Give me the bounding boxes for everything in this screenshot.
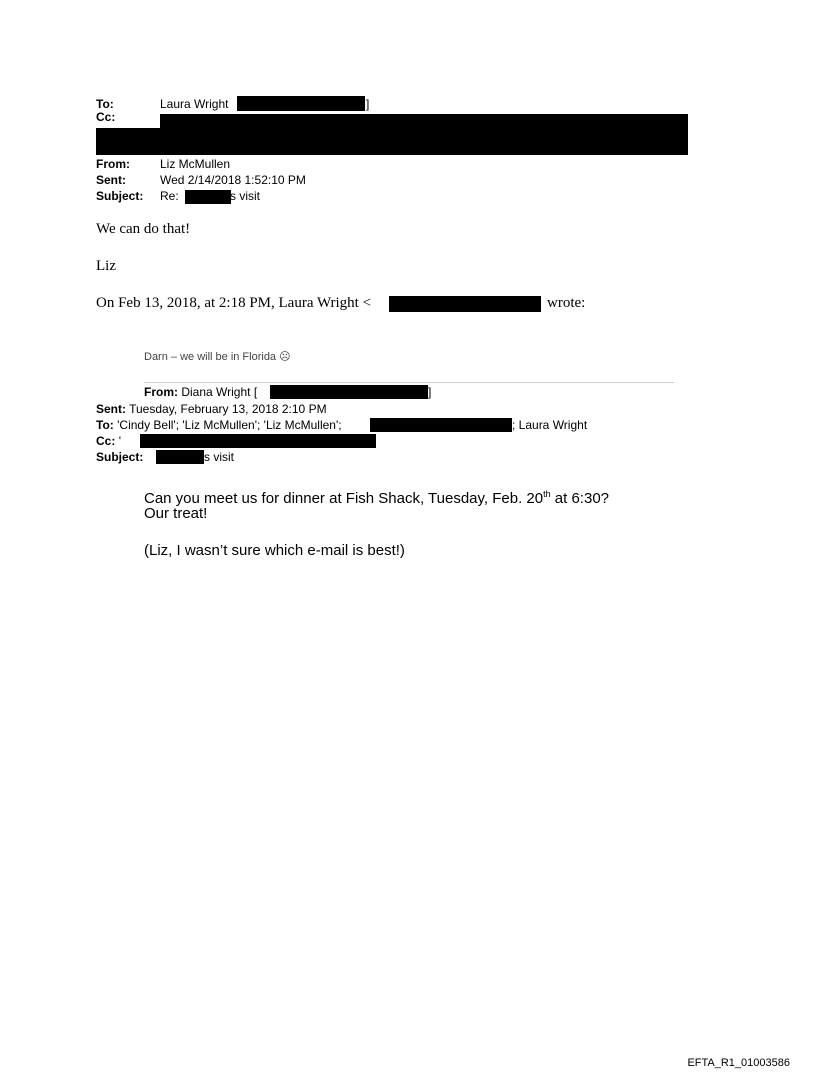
subject-suffix: s visit — [230, 189, 260, 203]
from-label: From: — [96, 157, 130, 171]
quoted-reply-text: Darn – we will be in Florida ☹ — [144, 351, 291, 363]
redaction-quoted-cc — [140, 434, 376, 448]
quoted-cc-label: Cc: — [96, 434, 116, 448]
reply-line: We can do that! — [96, 221, 191, 237]
quoted-to-row — [96, 418, 342, 433]
original-line1-start: Can you meet us for dinner at Fish Shack, Tuesday, Feb. 20 — [144, 490, 544, 507]
original-line1-end: at 6:30? — [550, 490, 610, 507]
bates-number: EFTA_R1_01003586 — [687, 1057, 790, 1069]
quoted-sent-value: Tuesday, February 13, 2018 2:10 PM — [129, 402, 327, 416]
quote-intro-start: On Feb 13, 2018, at 2:18 PM, Laura Wright < — [96, 295, 372, 311]
redaction-cc-block — [96, 128, 688, 155]
quoted-from-tail: ] — [428, 385, 432, 399]
quoted-subject-row — [96, 450, 143, 465]
original-line1-sup: th — [543, 489, 551, 499]
redaction-cc-line1 — [160, 114, 688, 128]
original-line2: Our treat! — [144, 505, 208, 522]
quoted-subject-suffix: s visit — [204, 450, 234, 464]
quoted-to-value: 'Cindy Bell'; 'Liz McMullen'; 'Liz McMullen'; — [117, 418, 342, 432]
redaction-to-email — [237, 96, 365, 111]
redaction-quoted-from — [270, 385, 428, 399]
to-value: Laura Wright — [160, 97, 229, 111]
quoted-cc-value: ' — [118, 434, 121, 448]
quoted-from-value: Diana Wright [ — [181, 385, 258, 399]
to-tail: ] — [366, 97, 370, 111]
original-line1 — [144, 485, 609, 508]
subject-label: Subject: — [96, 189, 144, 203]
quoted-sent-label: Sent: — [96, 402, 126, 416]
redaction-quote-email — [389, 296, 541, 312]
original-line3: (Liz, I wasn’t sure which e-mail is best!) — [144, 542, 405, 559]
quoted-subject-label: Subject: — [96, 450, 144, 464]
quote-intro-end: wrote: — [547, 295, 586, 311]
quoted-from-row — [144, 385, 257, 400]
quote-divider — [144, 382, 674, 383]
quoted-from-label: From: — [144, 385, 178, 399]
cc-label: Cc: — [96, 110, 116, 124]
quoted-to-tail: ; Laura Wright — [512, 418, 588, 432]
to-label: To: — [96, 97, 114, 111]
sent-label: Sent: — [96, 173, 126, 187]
quoted-to-label: To: — [96, 418, 114, 432]
subject-prefix: Re: — [160, 189, 179, 203]
from-value: Liz McMullen — [160, 157, 231, 171]
redaction-quoted-to — [370, 418, 512, 432]
redaction-subject — [185, 190, 231, 204]
quoted-cc-row — [96, 434, 121, 449]
reply-signature: Liz — [96, 258, 116, 274]
sent-value: Wed 2/14/2018 1:52:10 PM — [160, 173, 306, 187]
redaction-quoted-subject — [156, 450, 204, 464]
quoted-sent-row — [96, 402, 327, 417]
